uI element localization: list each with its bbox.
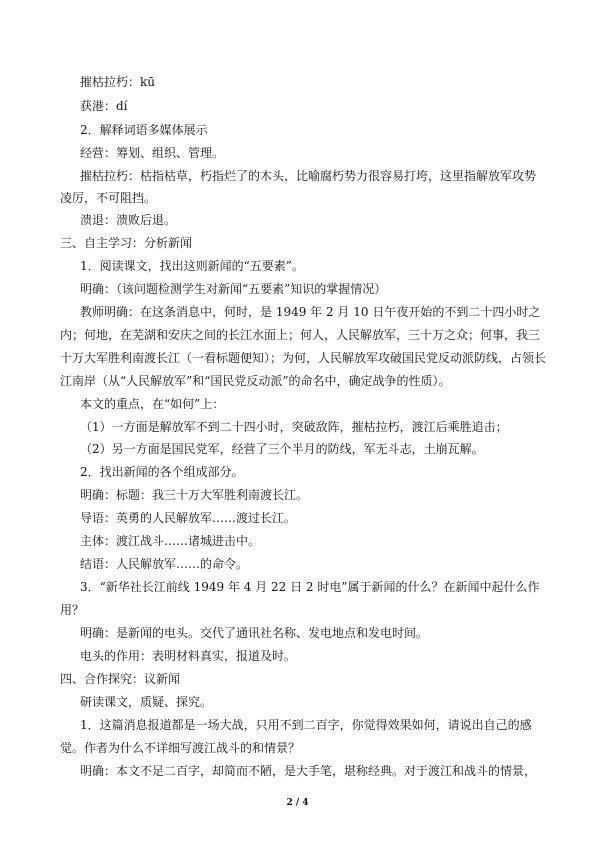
text-line: 摧枯拉朽：kū <box>80 75 156 89</box>
text-line: 2．解释词语多媒体展示 <box>80 123 208 137</box>
text-line: （2）另一方面是国民党军，经营了三个半月的防线，军无斗志，土崩瓦解。 <box>80 442 484 456</box>
text-line: （1）一方面是解放军不到二十四小时，突破敌阵，摧枯拉朽，渡江后乘胜追击； <box>80 420 508 434</box>
section-heading: 三、自主学习：分析新闻 <box>60 236 193 250</box>
page-number: 2 / 4 <box>286 798 309 808</box>
text-line: 明确：本文不足二百字，却简而不陋，是大手笔，堪称经典。对于渡江和战斗的情景， <box>80 764 537 778</box>
text-line: 内；何地，在芜湖和安庆之间的长江水面上；何人，人民解放军，三十万之众；何事，我三 <box>60 328 541 342</box>
text-line: 江南岸（从“人民解放军”和“国民党反动派”的命名中，确定战争的性质）。 <box>60 374 451 388</box>
text-line: 觉。作者为什么不详细写渡江战斗的和情景？ <box>60 741 301 755</box>
text-line: 教师明确：在这条消息中，何时，是 1949 年 2 月 10 日午夜开始的不到二十四小时之 <box>80 305 541 319</box>
text-line: 经营：筹划、组织、管理。 <box>80 146 225 160</box>
text-line: 结语：人民解放军……的命令。 <box>80 557 249 571</box>
text-line: 电头的作用：表明材料真实，报道及时。 <box>80 649 297 663</box>
text-line: 主体：渡江战斗……诸城进击中。 <box>80 534 261 548</box>
text-line: 1．阅读课文，找出这则新闻的“五要素”。 <box>80 259 304 273</box>
text-line: 凌厉，不可阻挡。 <box>60 191 157 205</box>
text-line: 摧枯拉朽：枯指枯草，朽指烂了的木头，比喻腐朽势力很容易打垮，这里指解放军攻势 <box>80 169 537 183</box>
text-line: 2．找出新闻的各个组成部分。 <box>80 465 244 479</box>
text-line: 获港：dí <box>80 99 128 113</box>
text-line: 明确：是新闻的电头。交代了通讯社名称、发电地点和发电时间。 <box>80 626 429 640</box>
text-line: 溃退：溃败后退。 <box>80 213 177 227</box>
text-line: 本文的重点，在“如何”上： <box>80 397 225 411</box>
text-line: 1．这篇消息报道都是一场大战，只用不到二百字，你觉得效果如何，请说出自己的感 <box>80 718 532 732</box>
text-line: 研读课文，质疑、探究。 <box>80 695 213 709</box>
text-line: 导语：英勇的人民解放军……渡过长江。 <box>80 511 297 525</box>
text-line: 用？ <box>60 603 85 617</box>
text-line: 3．“新华社长江前线 1949 年 4 月 22 日 2 时电”属于新闻的什么？在新闻中起什么作 <box>80 580 540 594</box>
section-heading: 四、合作探究：议新闻 <box>60 672 181 686</box>
text-line: 明确：（该问题检测学生对新闻“五要素”知识的掌握情况） <box>80 282 387 296</box>
text-line: 明确：标题：我三十万大军胜利南渡长江。 <box>80 488 309 502</box>
text-line: 十万大军胜利南渡长江（一看标题便知）；为何，人民解放军攻破国民党反动派防线，占领长 <box>60 351 547 365</box>
